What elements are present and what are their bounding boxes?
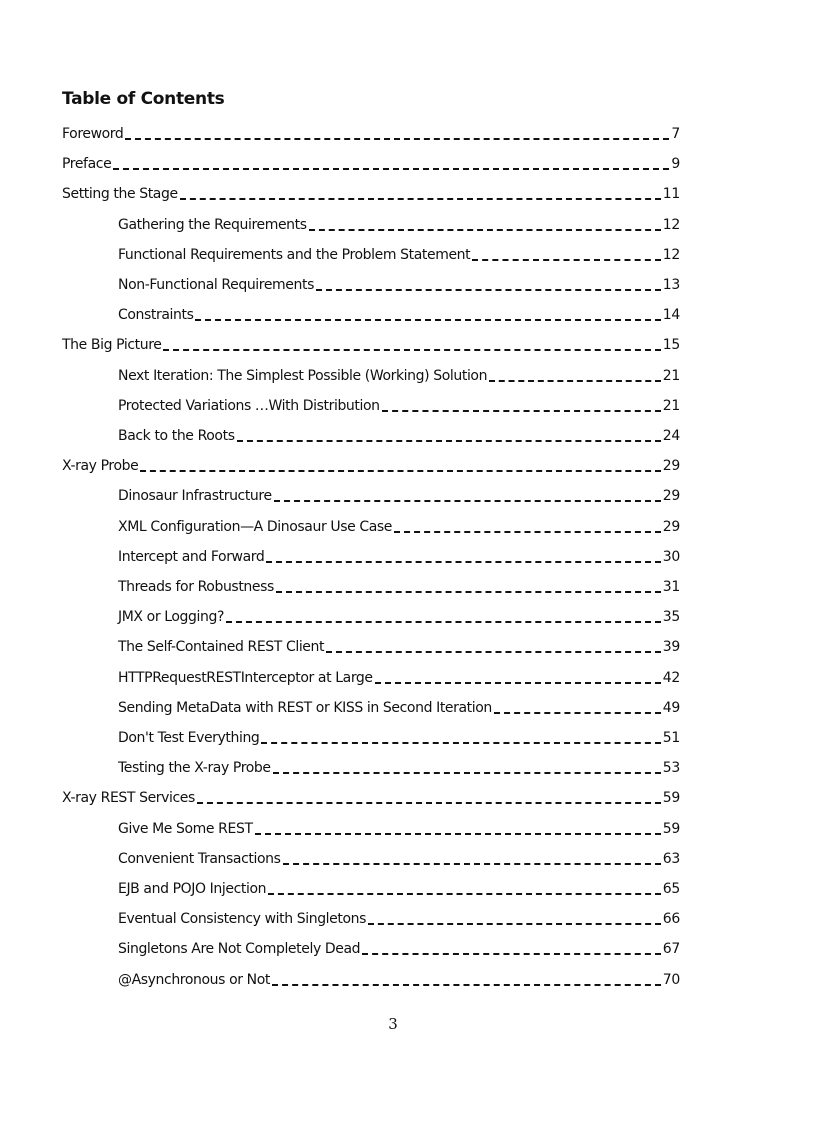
toc-entry[interactable] bbox=[118, 907, 680, 927]
toc-entry-label: Dinosaur Infrastructure bbox=[118, 488, 272, 505]
toc-entry-label: Intercept and Forward bbox=[118, 548, 265, 565]
toc-entry-label: X-ray REST Services bbox=[62, 790, 195, 807]
toc-dot-leader bbox=[309, 229, 661, 231]
toc-dot-leader bbox=[272, 984, 661, 986]
toc-entry-label: XML Configuration—A Dinosaur Use Case bbox=[118, 518, 393, 535]
toc-entry[interactable] bbox=[118, 515, 680, 535]
toc-dot-leader bbox=[326, 651, 661, 653]
toc-dot-leader bbox=[197, 802, 661, 804]
toc-entry-label: Preface bbox=[62, 156, 112, 173]
toc-entry-label: Setting the Stage bbox=[62, 186, 178, 203]
toc-dot-leader bbox=[274, 500, 661, 502]
toc-entry-label: Foreword bbox=[62, 126, 124, 142]
toc-entry[interactable] bbox=[118, 424, 680, 444]
toc-entry-label: Sending MetaData with REST or KISS in Second Iteration bbox=[118, 699, 492, 716]
toc-entry-page: 30 bbox=[662, 548, 680, 565]
toc-dot-leader bbox=[180, 198, 661, 200]
toc-entry[interactable] bbox=[118, 243, 680, 263]
toc-entry-page: 12 bbox=[662, 216, 680, 233]
toc-entry[interactable] bbox=[118, 575, 680, 595]
toc-entry-page: 70 bbox=[662, 971, 680, 988]
toc-entry[interactable] bbox=[118, 273, 680, 293]
toc-entry[interactable] bbox=[62, 454, 680, 474]
toc-entry[interactable] bbox=[62, 152, 680, 172]
toc-dot-leader bbox=[489, 380, 661, 382]
toc-entry-page: 7 bbox=[671, 126, 680, 142]
toc-dot-leader bbox=[276, 591, 661, 593]
toc-dot-leader bbox=[375, 682, 661, 684]
toc-entry-page: 13 bbox=[662, 277, 680, 293]
toc-entry[interactable] bbox=[118, 213, 680, 233]
toc-dot-leader bbox=[273, 772, 661, 774]
toc-dot-leader bbox=[472, 259, 661, 261]
toc-dot-leader bbox=[125, 138, 669, 140]
toc-entry[interactable] bbox=[118, 303, 680, 323]
toc-dot-leader bbox=[113, 168, 669, 170]
toc-entry[interactable] bbox=[118, 605, 680, 625]
toc-entry-page: 49 bbox=[662, 699, 680, 716]
toc-dot-leader bbox=[266, 561, 660, 563]
toc-entry-page: 29 bbox=[662, 518, 680, 535]
toc-entry[interactable] bbox=[118, 968, 680, 988]
toc-dot-leader bbox=[268, 893, 661, 895]
toc-entry[interactable] bbox=[118, 817, 680, 837]
toc-entry-label: Gathering the Requirements bbox=[118, 216, 307, 233]
toc-entry[interactable] bbox=[118, 696, 680, 716]
toc-entry-page: 29 bbox=[662, 458, 680, 475]
toc-entry-page: 42 bbox=[662, 669, 680, 686]
toc-dot-leader bbox=[283, 863, 661, 865]
toc-dot-leader bbox=[362, 953, 661, 955]
toc-entry-label: Give Me Some REST bbox=[118, 820, 253, 837]
toc-entry-label: Back to the Roots bbox=[118, 428, 235, 444]
toc-entry-page: 35 bbox=[662, 609, 680, 626]
toc-entry-page: 29 bbox=[662, 488, 680, 505]
toc-entry[interactable] bbox=[118, 364, 680, 384]
toc-dot-leader bbox=[226, 621, 661, 623]
toc-dot-leader bbox=[163, 349, 660, 351]
toc-entry-page: 39 bbox=[662, 639, 680, 656]
toc-dot-leader bbox=[394, 531, 661, 533]
toc-entry-label: Eventual Consistency with Singletons bbox=[118, 911, 367, 928]
toc-dot-leader bbox=[140, 470, 660, 472]
toc-entry-label: Convenient Transactions bbox=[118, 850, 281, 867]
toc-entry-label: Protected Variations …With Distribution bbox=[118, 397, 380, 414]
toc-entry-page: 65 bbox=[662, 881, 680, 897]
toc-dot-leader bbox=[382, 410, 661, 412]
toc-entry-label: EJB and POJO Injection bbox=[118, 881, 267, 897]
toc-entry[interactable] bbox=[62, 122, 680, 142]
toc-entry-page: 21 bbox=[662, 367, 680, 384]
toc-entry-label: The Self-Contained REST Client bbox=[118, 639, 325, 656]
toc-entry-label: Testing the X-ray Probe bbox=[118, 760, 271, 777]
toc-entry-label: X-ray Probe bbox=[62, 458, 139, 475]
toc-entry-page: 9 bbox=[671, 156, 680, 173]
toc-entry-page: 14 bbox=[662, 307, 680, 324]
toc-entry-page: 15 bbox=[662, 337, 680, 354]
toc-entry-label: The Big Picture bbox=[62, 337, 162, 354]
toc-dot-leader bbox=[237, 440, 661, 442]
toc-entry-page: 12 bbox=[662, 246, 680, 263]
page-title: Table of Contents bbox=[62, 89, 225, 109]
toc-dot-leader bbox=[261, 742, 660, 744]
toc-dot-leader bbox=[255, 833, 661, 835]
toc-entry-page: 24 bbox=[662, 428, 680, 444]
toc-entry[interactable] bbox=[62, 333, 680, 353]
toc-entry[interactable] bbox=[118, 937, 680, 957]
toc-entry-label: Singletons Are Not Completely Dead bbox=[118, 941, 361, 958]
toc-entry-label: HTTPRequestRESTInterceptor at Large bbox=[118, 669, 373, 686]
toc-entry[interactable] bbox=[118, 666, 680, 686]
toc-entry-page: 59 bbox=[662, 790, 680, 807]
toc-dot-leader bbox=[316, 289, 661, 291]
toc-entry-page: 63 bbox=[662, 850, 680, 867]
toc-dot-leader bbox=[368, 923, 661, 925]
toc-entry-label: Constraints bbox=[118, 307, 194, 324]
toc-entry-page: 67 bbox=[662, 941, 680, 958]
toc-entry[interactable] bbox=[118, 756, 680, 776]
toc-entry[interactable] bbox=[62, 182, 680, 202]
toc-dot-leader bbox=[195, 319, 660, 321]
toc-entry-page: 59 bbox=[662, 820, 680, 837]
toc-dot-leader bbox=[494, 712, 661, 714]
toc-entry-label: JMX or Logging? bbox=[118, 609, 224, 626]
toc-entry-label: @Asynchronous or Not bbox=[118, 971, 270, 988]
toc-entry[interactable] bbox=[118, 847, 680, 867]
toc-entry-label: Functional Requirements and the Problem Statement bbox=[118, 246, 471, 263]
toc-entry[interactable] bbox=[118, 545, 680, 565]
toc-entry-page: 21 bbox=[662, 397, 680, 414]
toc-entry-label: Next Iteration: The Simplest Possible (Working) Solution bbox=[118, 367, 488, 384]
toc-entry[interactable] bbox=[118, 394, 680, 414]
toc-entry[interactable] bbox=[118, 484, 680, 504]
toc-entry[interactable] bbox=[118, 877, 680, 897]
toc-entry-page: 31 bbox=[662, 579, 680, 595]
toc-entry-page: 53 bbox=[662, 760, 680, 777]
page-number: 3 bbox=[388, 1015, 398, 1033]
toc-entry-label: Don't Test Everything bbox=[118, 730, 260, 746]
toc-entry-label: Non-Functional Requirements bbox=[118, 277, 314, 293]
toc-entry-page: 51 bbox=[662, 730, 680, 746]
toc-entry[interactable] bbox=[118, 726, 680, 746]
toc-entry[interactable] bbox=[62, 786, 680, 806]
toc-entry-label: Threads for Robustness bbox=[118, 579, 274, 595]
toc-entry[interactable] bbox=[118, 635, 680, 655]
toc-entry-page: 66 bbox=[662, 911, 680, 928]
toc-entry-page: 11 bbox=[662, 186, 680, 203]
